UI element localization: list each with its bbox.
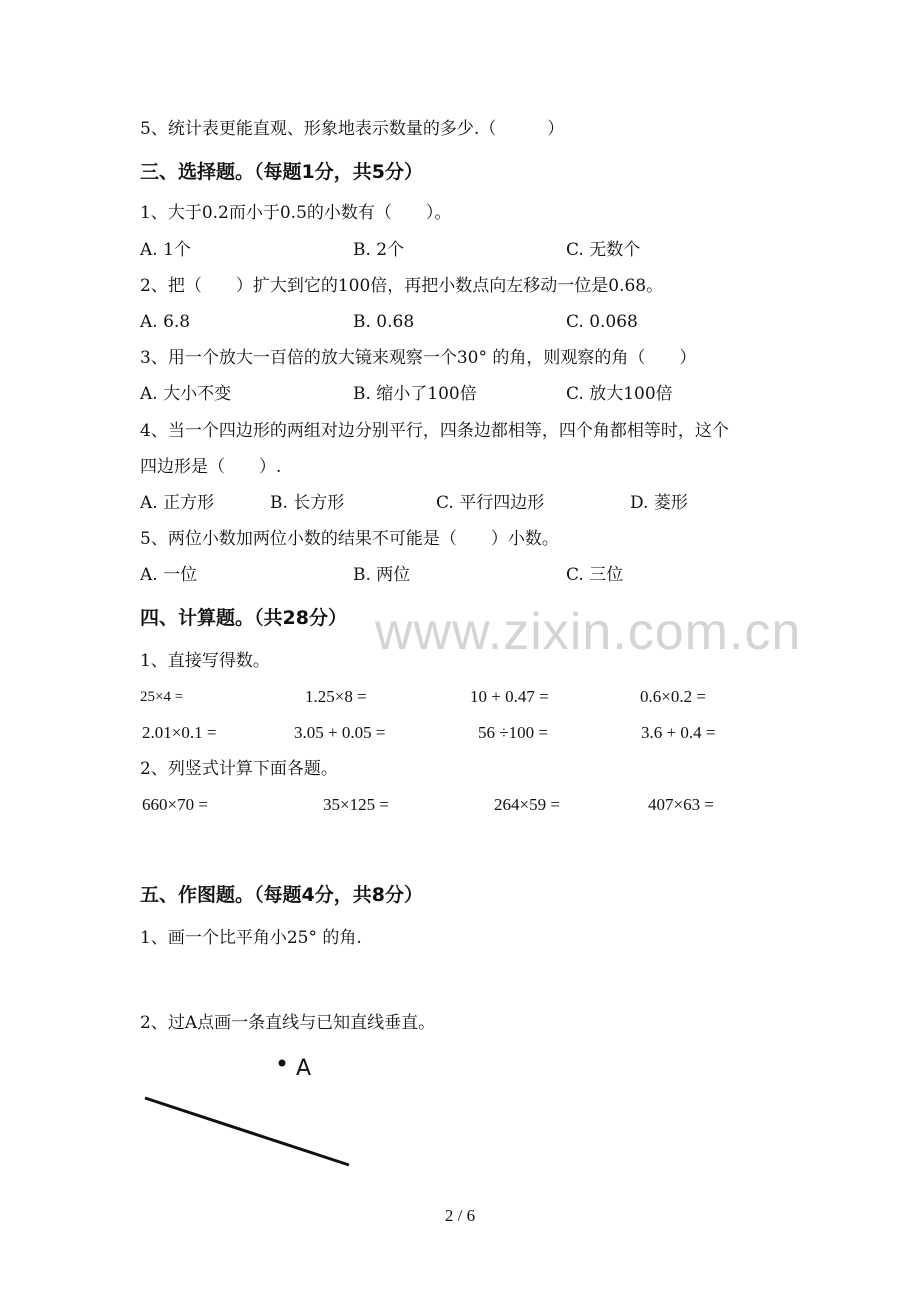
choice-q3-stem: 3、用一个放大一百倍的放大镜来观察一个30° 的角，则观察的角（ ） [140, 348, 697, 368]
calc-q2-stem: 2、列竖式计算下面各题。 [140, 759, 338, 779]
point-a-label: A [296, 1056, 312, 1081]
judge-question-5: 5、统计表更能直观、形象地表示数量的多少.（ ） [140, 119, 565, 139]
vertical-calc-item: 264×59 = [494, 795, 560, 814]
choice-q2-option-a: A. 6.8 [140, 312, 191, 332]
calc-q1-stem: 1、直接写得数。 [140, 651, 270, 671]
vertical-calc-item: 35×125 = [323, 795, 389, 814]
choice-q2-stem: 2、把（ ）扩大到它的100倍，再把小数点向左移动一位是0.68。 [140, 276, 664, 296]
choice-q4-option-a: A. 正方形 [140, 493, 215, 513]
section-3-heading: 三、选择题。（每题1分，共5分） [140, 161, 423, 183]
choice-q3-option-a: A. 大小不变 [140, 384, 232, 404]
watermark: www.zixin.com.cn [375, 603, 802, 661]
choice-q4-option-c: C. 平行四边形 [436, 493, 545, 513]
page-number: 2 / 6 [444, 1206, 476, 1225]
point-a-dot [279, 1060, 286, 1067]
choice-q1-option-a: A. 1个 [140, 240, 191, 260]
calc-item: 56 ÷100 = [478, 723, 548, 742]
calc-item: 2.01×0.1 = [142, 723, 217, 742]
choice-q2-option-b: B. 0.68 [353, 312, 415, 332]
choice-q2-option-c: C. 0.068 [566, 312, 638, 332]
choice-q5-option-c: C. 三位 [566, 565, 624, 585]
section-4-heading: 四、计算题。（共28分） [140, 607, 347, 629]
calc-item: 3.6 + 0.4 = [641, 723, 716, 742]
choice-q5-option-a: A. 一位 [140, 565, 198, 585]
choice-q1-option-c: C. 无数个 [566, 240, 641, 260]
calc-item: 3.05 + 0.05 = [294, 723, 386, 742]
calc-item: 10 + 0.47 = [470, 687, 549, 706]
drawing-q2: 2、过A点画一条直线与已知直线垂直。 [140, 1013, 436, 1033]
calc-item: 1.25×8 = [305, 687, 367, 706]
choice-q4-stem-line2: 四边形是（ ）. [140, 457, 282, 477]
choice-q1-stem: 1、大于0.2而小于0.5的小数有（ ）。 [140, 203, 452, 223]
calc-item: 25×4 = [140, 689, 184, 705]
choice-q4-option-b: B. 长方形 [270, 493, 345, 513]
given-line [145, 1098, 349, 1165]
drawing-q1: 1、画一个比平角小25° 的角. [140, 928, 362, 948]
choice-q1-option-b: B. 2个 [353, 240, 405, 260]
vertical-calc-item: 660×70 = [142, 795, 208, 814]
choice-q5-option-b: B. 两位 [353, 565, 411, 585]
choice-q3-option-c: C. 放大100倍 [566, 384, 673, 404]
section-5-heading: 五、作图题。（每题4分，共8分） [140, 884, 423, 906]
choice-q5-stem: 5、两位小数加两位小数的结果不可能是（ ）小数。 [140, 529, 559, 549]
choice-q4-option-d: D. 菱形 [630, 493, 688, 513]
calc-item: 0.6×0.2 = [640, 687, 706, 706]
choice-q4-stem-line1: 4、当一个四边形的两组对边分别平行，四条边都相等，四个角都相等时，这个 [140, 421, 729, 441]
choice-q3-option-b: B. 缩小了100倍 [353, 384, 477, 404]
vertical-calc-item: 407×63 = [648, 795, 714, 814]
